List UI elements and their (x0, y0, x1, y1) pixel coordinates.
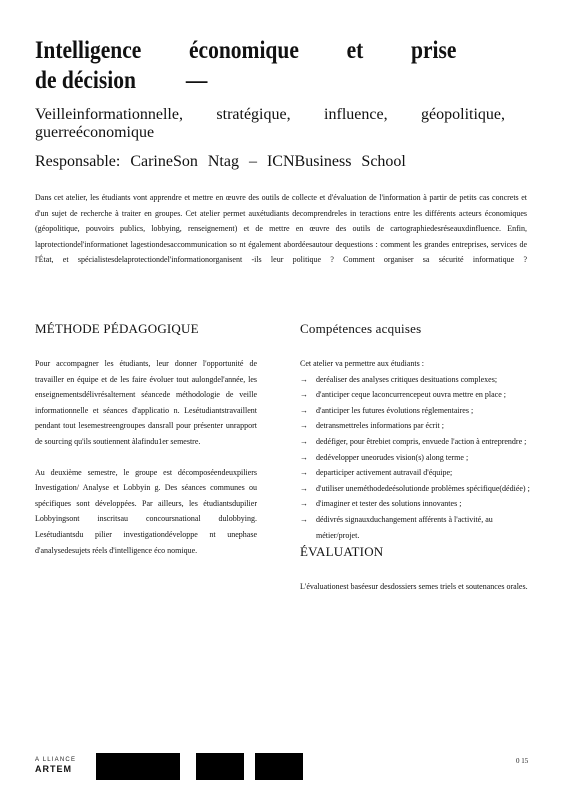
list-item-text: d'imaginer et tester des solutions innovantes ; (316, 499, 462, 509)
competences-heading: Compétences acquises (300, 321, 422, 336)
methode-paragraph-2: Au deuxième semestre, le groupe est décomposéendeuxpiliers Investigation/ Analyse et Lobbyin g. Des séances communes ou spécifiques sont développées. Par ailleurs, les étudiantsdupilier Lobbyingsont inscritsau concoursnational dulobbying. Lesétudiantsdu pilier investigationdéveloppe nt unephase d'analysedesujets réels d'intelligence éco nomique. (35, 467, 257, 555)
title-word: prise (410, 37, 457, 64)
arrow-icon: → (300, 483, 308, 493)
list-item (300, 512, 532, 543)
arrow-icon: → (300, 468, 308, 478)
intro-paragraph: Dans cet atelier, les étudiants vont apprendre et mettre en œuvre des outils de collecte et d'évaluation de l'information à partir de petits cas concrets et d'un sujet de recherche à traiter en groupes. Cet atelier permet auxétudiants decomprendreles in teractions entre les différents acteurs économiques (géopolitique, pouvoirs publics, lobbying, renseignement) et de mettre en œuvre des outils de cartographiedesréseauxdinfluence. Enfin, laprotectiondel'informationet lagestiondesaccommunication so nt également abordéesautour dequestions : comment les grandes entreprises, services de l'État, et spécialistesdelaprotectiondel'informationorganisent -ils leur politique ? Comment organiser sa sécurité informatique ? (35, 193, 527, 265)
competences-intro: Cet atelier va permettre aux étudiants : (300, 359, 424, 368)
competences-section (300, 320, 532, 595)
arrow-icon: → (300, 374, 308, 384)
list-item (300, 496, 532, 512)
methode-heading: MÉTHODE PÉDAGOGIQUE (35, 321, 199, 336)
list-item (300, 450, 532, 466)
evaluation-heading: ÉVALUATION (300, 544, 384, 560)
footer-black-block (96, 753, 180, 780)
title-word: de décision (35, 67, 136, 94)
list-item-text: d'anticiper les futures évolutions réglementaires ; (316, 405, 474, 415)
title-word: économique (188, 37, 299, 64)
arrow-icon: → (300, 436, 308, 446)
list-item (300, 403, 532, 419)
list-item-text: departiciper activement autravail d'équipe; (316, 468, 453, 478)
methode-section (35, 320, 263, 573)
list-item-text: detransmettreles informations par écrit ; (316, 421, 444, 431)
arrow-icon: → (300, 452, 308, 462)
list-item (300, 481, 532, 497)
arrow-icon: → (300, 390, 308, 400)
arrow-icon: → (300, 421, 308, 431)
list-item (300, 387, 532, 403)
list-item-text: dédivrés signauxduchangement afférents à l'activité, au métier/projet. (316, 514, 493, 540)
list-item-text: deréaliser des analyses critiques desituations complexes; (316, 374, 498, 384)
page-number: 0 15 (516, 757, 529, 765)
responsable-line: Responsable: CarineSon Ntag – ICNBusiness School (35, 153, 406, 170)
footer-black-block (255, 753, 303, 780)
subtitle: Veilleinformationnelle, stratégique, influence, géopolitique, guerreéconomique (35, 106, 505, 141)
arrow-icon: → (300, 405, 308, 415)
title-dash: — (185, 67, 208, 94)
title-word: Intelligence (35, 37, 142, 64)
competences-list (300, 372, 532, 544)
logo-top-text: A LLIANCE (35, 757, 77, 763)
list-item-text: dedéfiger, pour êtrebiet compris, envuede l'action à entreprendre ; (316, 436, 527, 446)
title-word: et (346, 37, 364, 64)
alliance-artem-logo (35, 757, 76, 774)
list-item-text: d'anticiper ceque laconcurrencepeut ouvra mettre en place ; (316, 390, 507, 400)
list-item (300, 418, 532, 434)
arrow-icon: → (300, 514, 308, 524)
list-item-text: dedévelopper uneorudes vision(s) along terme ; (316, 452, 469, 462)
footer-black-block (196, 753, 244, 780)
list-item-text: d'utiliser uneméthodedeésolutionde problèmes spécifique(dédiée) ; (316, 483, 530, 493)
arrow-icon: → (300, 499, 308, 509)
list-item (300, 372, 532, 388)
page-title (35, 36, 465, 96)
list-item (300, 434, 532, 450)
list-item (300, 465, 532, 481)
evaluation-text: L'évaluationest baséesur desdossiers semes triels et soutenances orales. (300, 582, 528, 592)
methode-paragraph-1: Pour accompagner les étudiants, leur donner l'opportunité de travailler en équipe et de les faire évoluer tout aulongdel'année, les enseignementsdélivrésalternent séancede méthodologie de veille informationnelle et séances d'applicatio n. Lesétudiantstravaillent pendant tout lesemestreengroupes dansrall pour présenter unrapport de sourcing qu'ils soutiennent àlafindu1er semestre. (35, 359, 257, 446)
logo-bottom-text: ARTEM (35, 764, 72, 774)
